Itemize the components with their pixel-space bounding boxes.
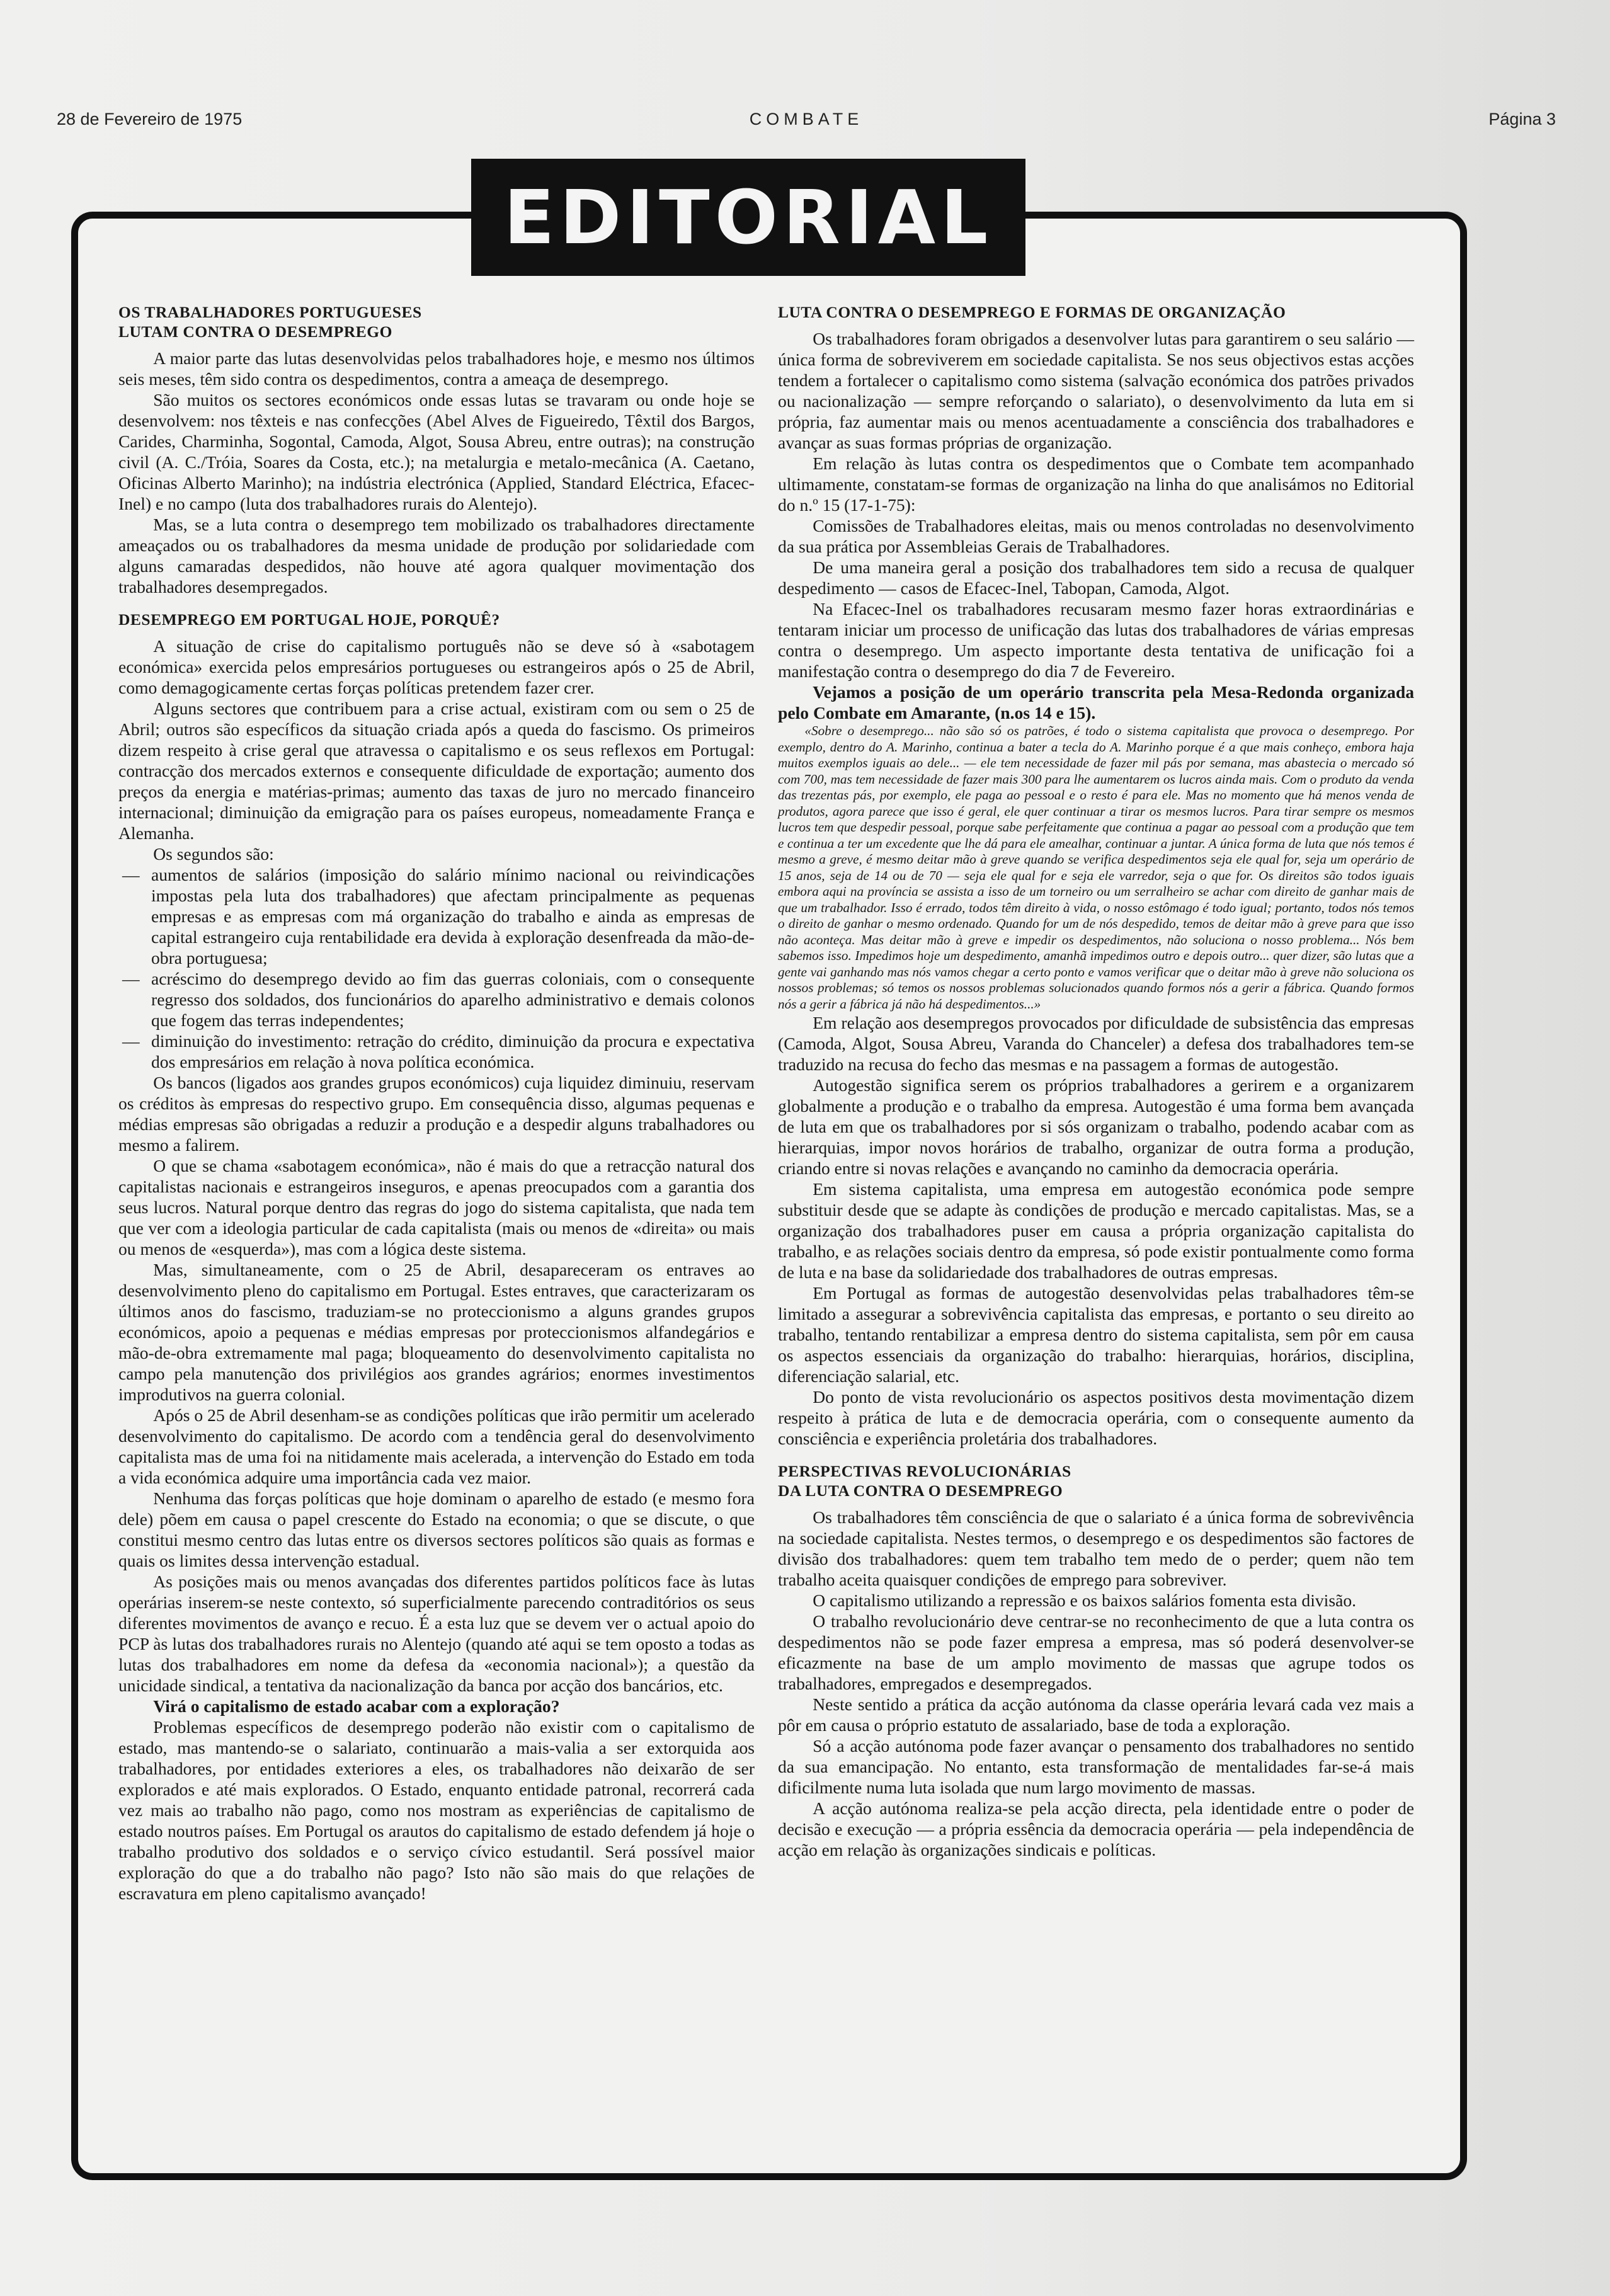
list-item: — acréscimo do desemprego devido ao fim das guerras coloniais, com o consequente regresso dos soldados, dos funcionários do aparelho administrativo e demais colonos que fogem das terras independentes; (122, 968, 755, 1031)
paragraph: Na Efacec-Inel os trabalhadores recusaram mesmo fazer horas extraordinárias e tentaram iniciar um processo de unificação das lutas dos trabalhadores de várias empresas contra o desemprego. Um aspecto importante desta tentativa de unificação foi a manifestação contra o desemprego do dia 7 de Fevereiro. (778, 599, 1414, 681)
right-column (778, 302, 1414, 1860)
heading-line: LUTAM CONTRA O DESEMPREGO (118, 323, 392, 341)
paragraph: Autogestão significa serem os próprios trabalhadores a gerirem e a organizarem globalmente a produção e o trabalho da empresa. Autogestão é uma forma bem avançada de luta em que os trabalhadores por si sós organizam o trabalho, podendo acabar com as hierarquias, impor novos horários de trabalho, organizar de outra forma a produção, criando entre si novas relações e avançando no caminho da democracia operária. (778, 1075, 1414, 1178)
paragraph: Os segundos são: (153, 844, 274, 864)
newspaper-name: COMBATE (749, 110, 864, 129)
paragraph: A acção autónoma realiza-se pela acção directa, pela identidade entre o poder de decisão e execução — a própria essência da democracia operária — pela independência de acção em relação às organizações sindicais e políticas. (778, 1798, 1414, 1859)
paragraph: Em relação às lutas contra os despedimentos que o Combate tem acompanhado ultimamente, constatam-se formas de organização na linha do que analisámos no Editorial do n.º 15 (17-1-75): (778, 454, 1414, 515)
paragraph: Problemas específicos de desemprego poderão não existir com o capitalismo de estado, mas mantendo-se o salariato, continuarão a mais-valia a ser extorquida aos trabalhadores, por entidades exteriores a eles, os trabalhadores não deixarão de ser explorados e até mais explorados. O Estado, enquanto entidade patronal, recorrerá cada vez mais ao trabalho não pago, como nos mostram as experiências de capitalismo de estado noutros países. Em Portugal os arautos do capitalismo de estado defendem já hoje o trabalho produtivo dos soldados e o serviço cívico estudantil. Será possível maior exploração do que a do trabalho não pago? Isto não são mais do que relações de escravatura em pleno capitalismo avançado! (118, 1717, 755, 1903)
paragraph: O capitalismo utilizando a repressão e os baixos salários fomenta esta divisão. (813, 1591, 1357, 1610)
paragraph: Virá o capitalismo de estado acabar com a exploração? (153, 1696, 560, 1716)
section-heading-2: DESEMPREGO EM PORTUGAL HOJE, PORQUÊ? (118, 610, 500, 629)
paragraph: Nenhuma das forças políticas que hoje dominam o aparelho de estado (e mesmo fora dele) põem em causa o papel crescente do Estado na economia; o que se discute, o que constitui mesmo centro das lutas entre os diversos sectores políticos são quais as formas e quais os limites dessa intervenção estadual. (118, 1488, 755, 1570)
heading-line: PERSPECTIVAS REVOLUCIONÁRIAS (778, 1462, 1071, 1480)
paragraph: São muitos os sectores económicos onde essas lutas se travaram ou onde hoje se desenvolvem: nos têxteis e nas confecções (Abel Alves de Figueiredo, Têxtil dos Bargos, Carides, Charminha, Sogontal, Camoda, Algot, Sousa Abreu, entre outras); na construção civil (A. C./Tróia, Soares da Costa, etc.); na metalurgia e metalo-mecânica (A. Caetano, Oficinas Alberto Marinho); na indústria electrónica (Applied, Standard Eléctrica, Efacec-Inel) e no campo (luta dos trabalhadores rurais do Alentejo). (118, 390, 755, 513)
paragraph: Vejamos a posição de um operário transcrita pela Mesa-Redonda organizada pelo Combate em Amarante, (n.os 14 e 15). (778, 682, 1414, 722)
paragraph: Após o 25 de Abril desenham-se as condições políticas que irão permitir um acelerado desenvolvimento do capitalismo. De acordo com a tendência geral do desenvolvimento capitalista mas de uma foi na nitidamente mais acelerada, a intervenção do Estado em toda a vida económica adquire uma importância cada vez maior. (118, 1405, 755, 1487)
section-heading-1 (118, 302, 755, 341)
causes-list (122, 864, 755, 1072)
paragraph: Os trabalhadores têm consciência de que o salariato é a única forma de sobrevivência na sociedade capitalista. Nestes termos, o desemprego e os despedimentos são factores de divisão dos trabalhadores: quem tem trabalho tem medo de o perder; quem não tem trabalho aceita quaisquer condições de emprego para sobreviver. (778, 1507, 1414, 1589)
paragraph: Mas, se a luta contra o desemprego tem mobilizado os trabalhadores directamente ameaçados ou os trabalhadores da mesma unidade de produção por solidariedade com alguns camaradas despedidos, não houve até agora qualquer movimentação dos trabalhadores desempregados. (118, 515, 755, 597)
paragraph: Os trabalhadores foram obrigados a desenvolver lutas para garantirem o seu salário — única forma de sobreviverem em sociedade capitalista. Se nos seus objectivos estas acções tendem a fortalecer o capitalismo como sistema (salvação económica dos patrões privados ou nacionalização — sempre reforçando o salariato), o desenvolvimento da luta em si própria, faz aumentar mais ou menos acentuadamente a consciência dos trabalhadores e avançar as suas formas próprias de organização. (778, 329, 1414, 452)
paragraph: Comissões de Trabalhadores eleitas, mais ou menos controladas no desenvolvimento da sua prática por Assembleias Gerais de Trabalhadores. (778, 516, 1414, 556)
section-heading-3: LUTA CONTRA O DESEMPREGO E FORMAS DE ORGANIZAÇÃO (778, 303, 1286, 321)
paragraph: Neste sentido a prática da acção autónoma da classe operária levará cada vez mais a pôr em causa o próprio estatuto de assalariado, base de toda a exploração. (778, 1694, 1414, 1735)
paragraph: Em Portugal as formas de autogestão desenvolvidas pelas trabalhadores têm-se limitado a assegurar a sobrevivência capitalista das empresas, e portanto o seu direito ao trabalho, tentando rentabilizar a empresa dentro do sistema capitalista, sem pôr em causa os aspectos essenciais da organização do trabalho: hierarquias, horários, disciplina, diferenciação salarial, etc. (778, 1283, 1414, 1386)
paragraph: A maior parte das lutas desenvolvidas pelos trabalhadores hoje, e mesmo nos últimos seis meses, têm sido contra os despedimentos, contra a ameaça de desemprego. (118, 348, 755, 389)
section-heading-4 (778, 1461, 1414, 1500)
paragraph: Os bancos (ligados aos grandes grupos económicos) cuja liquidez diminuiu, reservam os créditos às empresas do respectivo grupo. Em consequência disso, algumas pequenas e médias empresas são obrigadas a reduzir a produção e a despedir alguns trabalhadores ou mesmo a falirem. (118, 1073, 755, 1155)
heading-line: DA LUTA CONTRA O DESEMPREGO (778, 1482, 1063, 1500)
paragraph: Mas, simultaneamente, com o 25 de Abril, desapareceram os entraves ao desenvolvimento pleno do capitalismo em Portugal. Estes entraves, que caracterizaram os últimos anos do fascismo, traduziam-se no proteccionismo a alguns grandes grupos económicos, apoio a pequenas e médias empresas por proteccionismos alfandegários e mão-de-obra extremamente mal paga; bloqueamento do desenvolvimento capitalista no campo pela manutenção dos privilégios aos grandes agrários; enormes investimentos improdutivos na guerra colonial. (118, 1260, 755, 1404)
issue-date: 28 de Fevereiro de 1975 (57, 110, 243, 129)
paragraph: Em sistema capitalista, uma empresa em autogestão económica pode sempre substituir desde que se adapte às condições de produção e mercado capitalistas. Mas, se a organização dos trabalhadores puser em causa a própria organização capitalista do trabalho, e as relações sociais dentro da empresa, só pode existir pontualmente como forma de luta e na base da solidariedade dos trabalhadores de outras empresas. (778, 1179, 1414, 1282)
paragraph: De uma maneira geral a posição dos trabalhadores tem sido a recusa de qualquer despedimento — casos de Efacec-Inel, Tabopan, Camoda, Algot. (778, 557, 1414, 598)
paragraph: Do ponto de vista revolucionário os aspectos positivos desta movimentação dizem respeito à prática de luta e de democracia operária, com o consequente aumento da consciência e experiência proletária dos trabalhadores. (778, 1387, 1414, 1448)
paragraph: O trabalho revolucionário deve centrar-se no reconhecimento de que a luta contra os despedimentos não se pode fazer empresa a empresa, mas só poderá desenvolver-se eficazmente na base de um amplo movimento de massas que agrupe todos os trabalhadores, empregados e desempregados. (778, 1611, 1414, 1693)
paragraph: O que se chama «sabotagem económica», não é mais do que a retracção natural dos capitalistas nacionais e estrangeiros inseguros, e apenas preocupados com a garantia dos seus lucros. Natural porque dentro das regras do jogo do sistema capitalista, que nada tem que ver com a ideologia particular de cada capitalista (mais ou menos de «direita» ou mais ou menos de «esquerda»), mas com a lógica deste sistema. (118, 1156, 755, 1259)
page-header (57, 106, 1556, 136)
page-number: Página 3 (1488, 110, 1556, 129)
worker-quote: «Sobre o desemprego... não são só os patrões, é todo o sistema capitalista que provoca o desemprego. Por exemplo, dentro do A. Marinho, continua a bater a tecla do A. Marinho porque é a que mais conheço, embora haja muitos exemplos iguais ao dele... — ele tem necessidade de fazer mil pás por semana, mas abastecia o mercado só com 700, mas tem necessidade de fazer mais 300 para lhe aumentarem os lucros ainda mais. Com o produto da venda das trezentas pás, por exemplo, ele paga ao pessoal e o resto é para ele. Mas no momento que há menos venda de produtos, agora parece que isso é geral, ele quer continuar a tirar os mesmos lucros. Para tirar sempre os mesmos lucros tem que despedir pessoal, porque sabe perfeitamente que continua a pagar ao pessoal com a produção que tem e continua a ter um excedente que lhe dá para ele amealhar, continuar a juntar. A única forma de luta que nós temos é mesmo a greve, é mesmo deitar mão à greve quando se verifica despedimentos seja ele qual for, seja um operário de 15 anos, seja de 14 ou de 70 — seja ele qual for e seja ele varredor, seja o que for. Os direitos são todos iguais embora aqui na província se assista a isso de um torneiro ou um serralheiro se achar com direito de ganhar mais de que um trabalhador. Isso é errado, todos têm direito à vida, o nosso estômago é todo igual; portanto, todos nós temos o direito de ganhar o mesmo ordenado. Quando for um de nós despedido, temos de deitar mão à greve para que isso não aconteça. Mas deitar mão à greve e impedir os despedimentos, não soluciona o nosso problema... Nós bem sabemos isso. Impedimos hoje um despedimento, amanhã impedimos outro e depois outro... quer dizer, são lutas que a gente vai ganhando mas nós vamos chegar a certo ponto e vamos verificar que o deitar mão à greve não soluciona os nossos problemas; só temos os nossos problemas solucionados quando formos nós a gerir a fábrica. Quando formos nós a gerir a fábrica já não há despedimentos...» (778, 723, 1414, 1012)
editorial-banner: EDITORIAL (471, 159, 1025, 276)
paragraph: Só a acção autónoma pode fazer avançar o pensamento dos trabalhadores no sentido da sua emancipação. No entanto, esta transformação de mentalidades far-se-á mais dificilmente numa luta isolada que num largo movimento de massas. (778, 1736, 1414, 1797)
paragraph: As posições mais ou menos avançadas dos diferentes partidos políticos face às lutas operárias inserem-se neste contexto, só superficialmente parecendo contraditórios os seus diferentes movimentos de avanço e recuo. É a esta luz que se devem ver o actual apoio do PCP às lutas dos trabalhadores rurais no Alentejo (quando até aqui se tem oposto a todas as lutas dos trabalhadores em nome da defesa da «economia nacional»); a questão da unicidade sindical, a tentativa da nacionalização da banca por acção dos bancários, etc. (118, 1572, 755, 1695)
left-column (118, 302, 755, 1904)
list-item: — diminuição do investimento: retração do crédito, diminuição da procura e expectativa dos empresários em relação à nova política económica. (122, 1031, 755, 1072)
paragraph: Alguns sectores que contribuem para a crise actual, existiram com ou sem o 25 de Abril; outros são específicos da situação criada após a queda do fascismo. Os primeiros dizem respeito à crise geral que atravessa o capitalismo e os seus reflexos em Portugal: contracção dos mercados externos e consequente dificuldade de exportação; aumento dos preços da energia e matérias-primas; aumento das taxas de juro no mercado financeiro internacional; diminuição da emigração para os países europeus, nomeadamente França e Alemanha. (118, 699, 755, 843)
list-item: — aumentos de salários (imposição do salário mínimo nacional ou reivindicações impostas pela luta dos trabalhadores) que afectam principalmente as pequenas empresas e as empresas com má organização do trabalho e ainda as empresas de capital estrangeiro cuja rentabilidade era devida à exploração desenfreada da mão-de-obra portuguesa; (122, 864, 755, 968)
paragraph: A situação de crise do capitalismo português não se deve só à «sabotagem económica» exercida pelos empresários portugueses ou estrangeiros após o 25 de Abril, como demagogicamente certas forças políticas pretendem fazer crer. (118, 636, 755, 697)
paragraph: Em relação aos desempregos provocados por dificuldade de subsistência das empresas (Camoda, Algot, Sousa Abreu, Varanda do Chanceler) a defesa dos trabalhadores tem-se traduzido na recusa do fecho das mesmas e na passagem a formas de autogestão. (778, 1013, 1414, 1074)
heading-line: OS TRABALHADORES PORTUGUESES (118, 303, 422, 321)
